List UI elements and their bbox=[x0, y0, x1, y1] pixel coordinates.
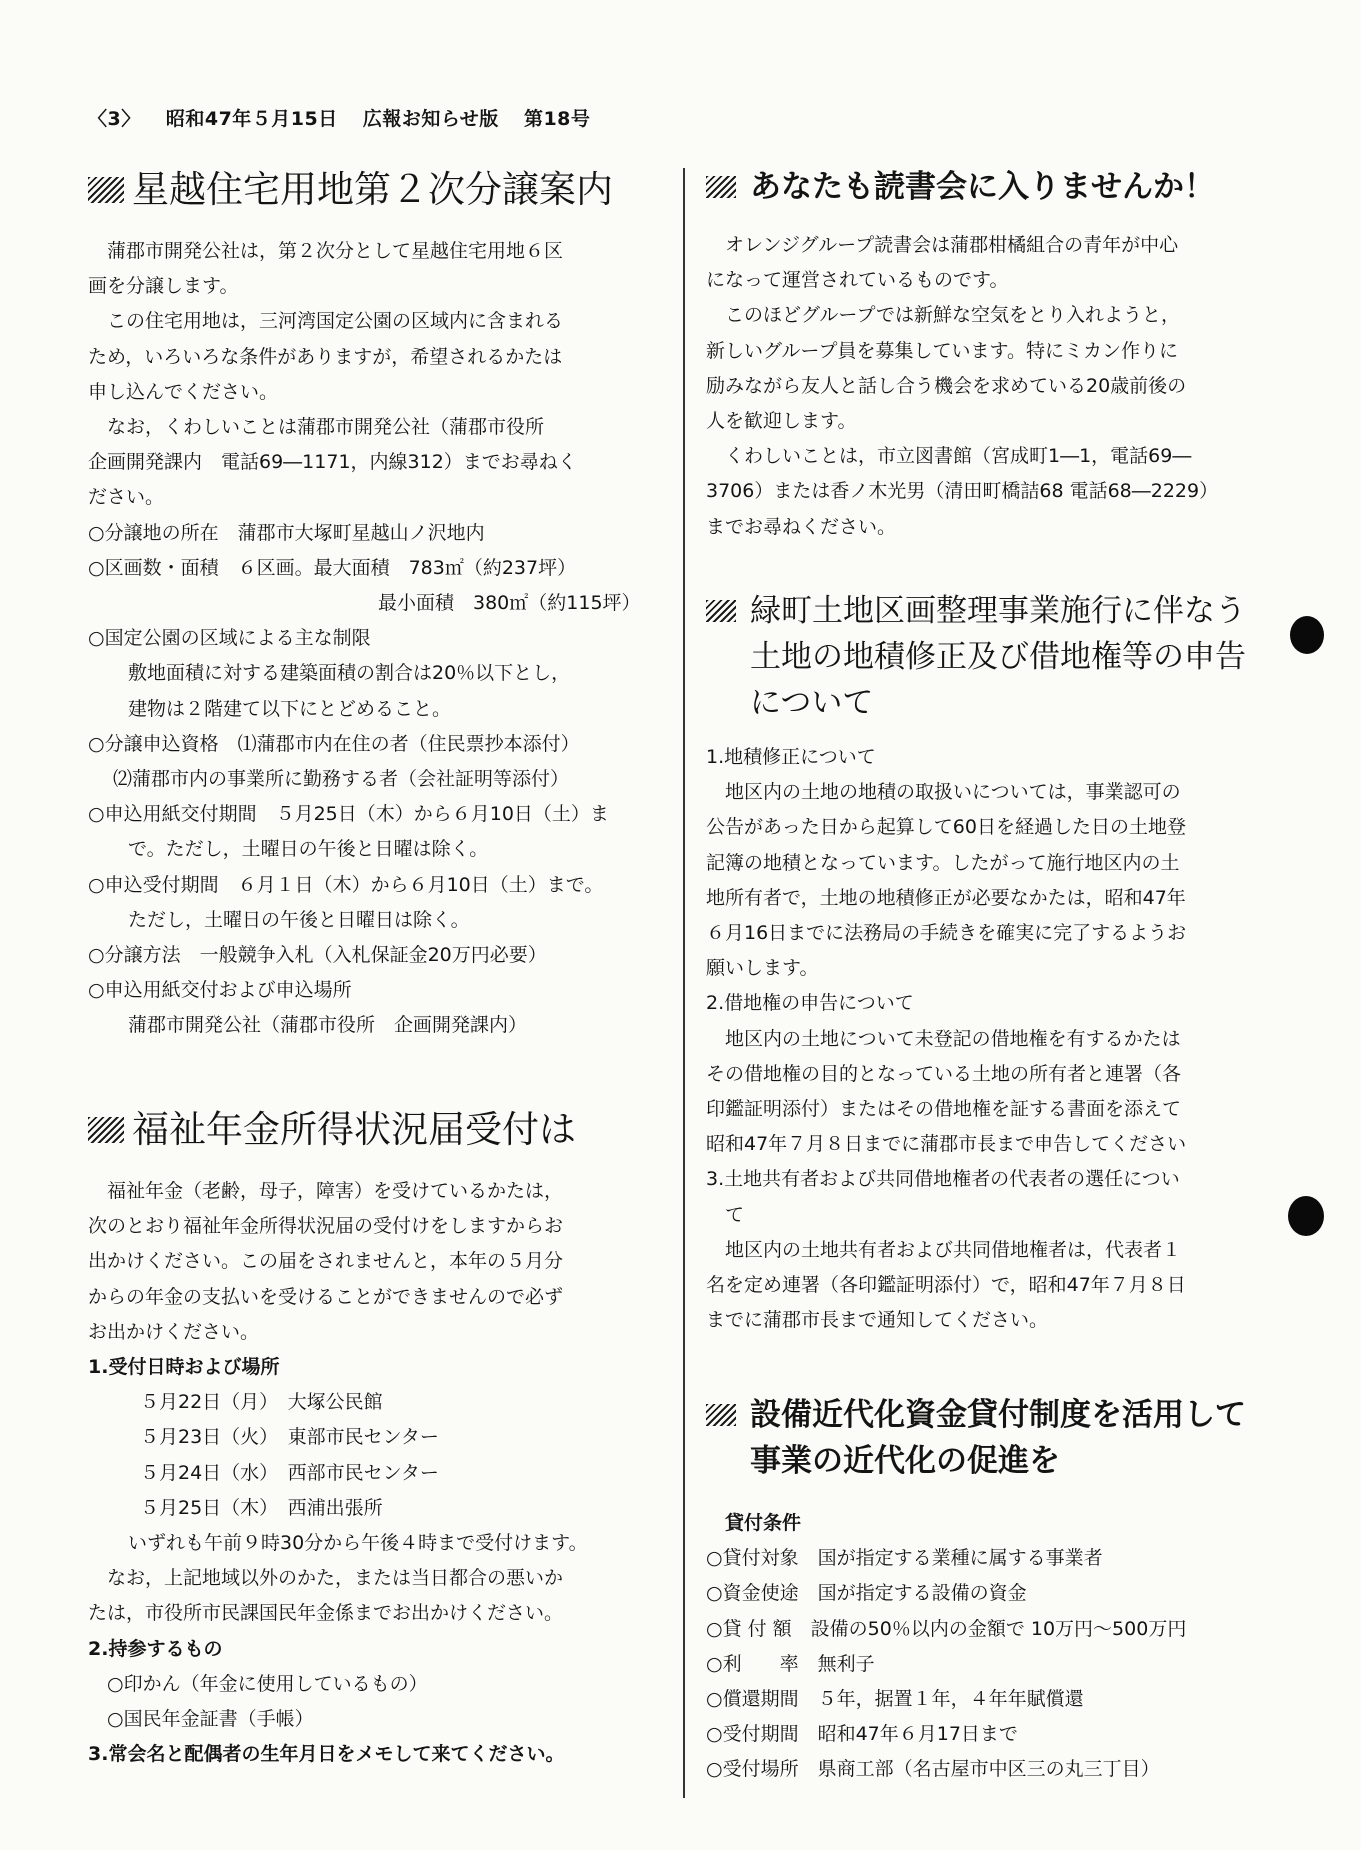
text-line: なお，くわしいことは蒲郡市開発公社（蒲郡市役所 bbox=[107, 416, 545, 439]
article-reading-club bbox=[706, 164, 1274, 545]
text-line: 地区内の土地の地積の取扱いについては，事業認可の bbox=[725, 781, 1181, 804]
text-line: 人を歓迎します。 bbox=[706, 410, 857, 433]
text-line: オレンジグループ読書会は蒲郡柑橘組合の青年が中心 bbox=[725, 234, 1179, 256]
text-line: 蒲郡市開発公社は，第２次分として星越住宅用地６区 bbox=[107, 240, 564, 262]
text-line: ○国定公園の区域による主な制限 bbox=[88, 627, 371, 650]
text-line: ⑵蒲郡市内の事業所に勤務する者（会社証明等添付） bbox=[113, 768, 570, 791]
text-line: 画を分譲します。 bbox=[88, 275, 239, 298]
article-title: 設備近代化資金貸付制度を活用して 事業の近代化の促進を bbox=[706, 1392, 1274, 1484]
text-line: たは，市役所市民課国民年金係までお出かけください。 bbox=[88, 1602, 564, 1625]
article-body bbox=[706, 740, 1274, 1338]
text-line: になって運営されているものです。 bbox=[706, 269, 1009, 292]
article-body bbox=[88, 1174, 666, 1772]
binder-hole-mark bbox=[1288, 1196, 1324, 1236]
text-line: ○区画数・面積 ６区画。最大面積 783㎡（約237坪） bbox=[88, 556, 577, 579]
text-line: ○受付期間 昭和47年６月17日まで bbox=[706, 1723, 1018, 1746]
text-line: いずれも午前９時30分から午後４時まで受付けます。 bbox=[128, 1532, 588, 1555]
page-number: 〈3〉 bbox=[88, 108, 141, 130]
text-line: ○分譲地の所在 蒲郡市大塚町星越山ノ沢地内 bbox=[88, 521, 485, 544]
article-title: あなたも読書会に入りませんか！ bbox=[706, 164, 1274, 210]
text-line: 蒲郡市開発公社（蒲郡市役所 企画開発課内） bbox=[128, 1014, 528, 1037]
text-line: 次のとおり福祉年金所得状況届の受付けをしますからお bbox=[88, 1215, 564, 1238]
text-line: ○利 率 無利子 bbox=[706, 1652, 875, 1675]
article-equipment-loan bbox=[706, 1392, 1274, 1788]
publication-name: 広報お知らせ版 bbox=[362, 108, 499, 130]
text-line: ５月23日（火） 東部市民センター bbox=[140, 1426, 439, 1449]
text-line: までに蒲郡市長まで通知してください。 bbox=[706, 1309, 1049, 1332]
text-line: ただし，土曜日の午後と日曜日は除く。 bbox=[128, 908, 470, 931]
text-line: ださい。 bbox=[88, 486, 165, 509]
text-line: 地所有者で，土地の地積修正が必要なかたは，昭和47年 bbox=[706, 886, 1186, 909]
article-welfare-pension bbox=[88, 1104, 666, 1772]
column-divider bbox=[683, 168, 685, 1798]
text-line: 2.借地権の申告について bbox=[706, 992, 914, 1015]
text-line: 申し込んでください。 bbox=[88, 380, 279, 403]
hatch-mark-icon bbox=[706, 176, 736, 198]
text-line: 地区内の土地共有者および共同借地権者は，代表者１ bbox=[725, 1238, 1182, 1261]
binder-hole-mark bbox=[1290, 616, 1324, 654]
text-line: 福祉年金（老齢，母子，障害）を受けているかたは， bbox=[107, 1180, 564, 1202]
text-line: 記簿の地積となっています。したがって施行地区内の土 bbox=[706, 851, 1180, 874]
text-line: 新しいグループ員を募集しています。特にミカン作りに bbox=[706, 339, 1178, 362]
article-title: 緑町土地区画整理事業施行に伴なう 土地の地積修正及び借地権等の申告 について bbox=[706, 588, 1274, 726]
text-line: までお尋ねください。 bbox=[706, 515, 897, 538]
text-line: ○受付場所 県商工部（名古屋市中区三の丸三丁目） bbox=[706, 1758, 1160, 1781]
text-line: 建物は２階建て以下にとどめること。 bbox=[128, 697, 452, 720]
text-line: ６月16日までに法務局の手続きを確実に完了するようお bbox=[706, 922, 1187, 945]
text-line: 励みながら友人と話し合う機会を求めている20歳前後の bbox=[706, 374, 1187, 397]
article-body bbox=[706, 1506, 1274, 1788]
article-body bbox=[706, 228, 1274, 545]
text-line: 2.持参するもの bbox=[88, 1637, 223, 1660]
text-line: このほどグループでは新鮮な空気をとり入れようと， bbox=[725, 304, 1181, 327]
text-line: ○貸付対象 国が指定する業種に属する事業者 bbox=[706, 1547, 1103, 1570]
text-line: ため，いろいろな条件がありますが，希望されるかたは bbox=[88, 345, 563, 368]
text-line: 敷地面積に対する建築面積の割合は20％以下とし， bbox=[128, 662, 571, 685]
text-line: お出かけください。 bbox=[88, 1320, 260, 1343]
hatch-mark-icon bbox=[88, 177, 124, 203]
article-title: 星越住宅用地第２次分譲案内 bbox=[88, 164, 666, 216]
text-line: ○償還期間 ５年，据置１年，４年年賦償還 bbox=[706, 1688, 1084, 1711]
text-line: 3.土地共有者および共同借地権者の代表者の選任につい bbox=[706, 1168, 1180, 1191]
text-line: 昭和47年７月８日までに蒲郡市長まで申告してください bbox=[706, 1133, 1187, 1156]
text-line: 公告があった日から起算して60日を経過した日の土地登 bbox=[706, 816, 1186, 839]
article-body bbox=[88, 234, 666, 1044]
article-midoricho-land bbox=[706, 588, 1274, 1338]
text-line: ○資金使途 国が指定する設備の資金 bbox=[706, 1582, 1027, 1605]
hatch-mark-icon bbox=[706, 600, 736, 622]
hatch-mark-icon bbox=[706, 1404, 736, 1426]
text-line: 願いします。 bbox=[706, 957, 819, 980]
text-line: ○申込用紙交付および申込場所 bbox=[88, 979, 352, 1002]
article-hoshigoshi-housing bbox=[88, 164, 666, 1044]
text-line: 3706）または香ノ木光男（清田町橋詰68 電話68―2229） bbox=[706, 480, 1219, 503]
text-line: ○分譲方法 一般競争入札（入札保証金20万円必要） bbox=[88, 944, 547, 967]
text-line: ５月22日（月） 大塚公民館 bbox=[140, 1391, 383, 1414]
text-line: 最小面積 380㎡（約115坪） bbox=[378, 592, 641, 615]
text-line: 名を定め連署（各印鑑証明添付）で，昭和47年７月８日 bbox=[706, 1274, 1186, 1297]
hatch-mark-icon bbox=[88, 1117, 124, 1143]
text-line: ５月25日（木） 西浦出張所 bbox=[140, 1496, 383, 1519]
text-line: ○申込用紙交付期間 ５月25日（木）から６月10日（土）ま bbox=[88, 803, 609, 826]
text-line: 出かけください。この届をされませんと，本年の５月分 bbox=[88, 1250, 564, 1273]
text-line: くわしいことは，市立図書館（宮成町1―1，電話69― bbox=[725, 445, 1192, 468]
text-line: 印鑑証明添付）またはその借地権を証する書面を添えて bbox=[706, 1098, 1182, 1121]
text-line: 3.常会名と配偶者の生年月日をメモして来てください。 bbox=[88, 1743, 565, 1766]
text-line: ○国民年金証書（手帳） bbox=[107, 1708, 314, 1731]
text-line: ○申込受付期間 ６月１日（木）から６月10日（土）まで。 bbox=[88, 873, 604, 896]
text-line: からの年金の支払いを受けることができませんので必ず bbox=[88, 1285, 564, 1308]
page-header bbox=[88, 104, 608, 131]
text-line: ○印かん（年金に使用しているもの） bbox=[107, 1672, 428, 1695]
article-title: 福祉年金所得状況届受付は bbox=[88, 1104, 666, 1156]
text-line: なお，上記地域以外のかた，または当日都合の悪いか bbox=[107, 1567, 564, 1590]
issue-number: 第18号 bbox=[523, 108, 591, 130]
text-line: ○分譲申込資格 ⑴蒲郡市内在住の者（住民票抄本添付） bbox=[88, 732, 580, 755]
text-line: 貸付条件 bbox=[725, 1512, 802, 1534]
text-line: 企画開発課内 電話69―1171，内線312）までお尋ねく bbox=[88, 451, 577, 474]
text-line: て bbox=[725, 1203, 745, 1226]
issue-date: 昭和47年５月15日 bbox=[165, 108, 338, 130]
text-line: ○貸 付 額 設備の50％以内の金額で 10万円～500万円 bbox=[706, 1617, 1187, 1640]
text-line: 1.受付日時および場所 bbox=[88, 1356, 280, 1379]
text-line: その借地権の目的となっている土地の所有者と連署（各 bbox=[706, 1062, 1182, 1085]
text-line: 1.地積修正について bbox=[706, 746, 876, 768]
text-line: ５月24日（水） 西部市民センター bbox=[140, 1461, 439, 1484]
text-line: 地区内の土地について未登記の借地権を有するかたは bbox=[725, 1027, 1181, 1050]
text-line: この住宅用地は，三河湾国定公園の区域内に含まれる bbox=[107, 310, 564, 333]
text-line: で。ただし，土曜日の午後と日曜は除く。 bbox=[128, 838, 489, 861]
